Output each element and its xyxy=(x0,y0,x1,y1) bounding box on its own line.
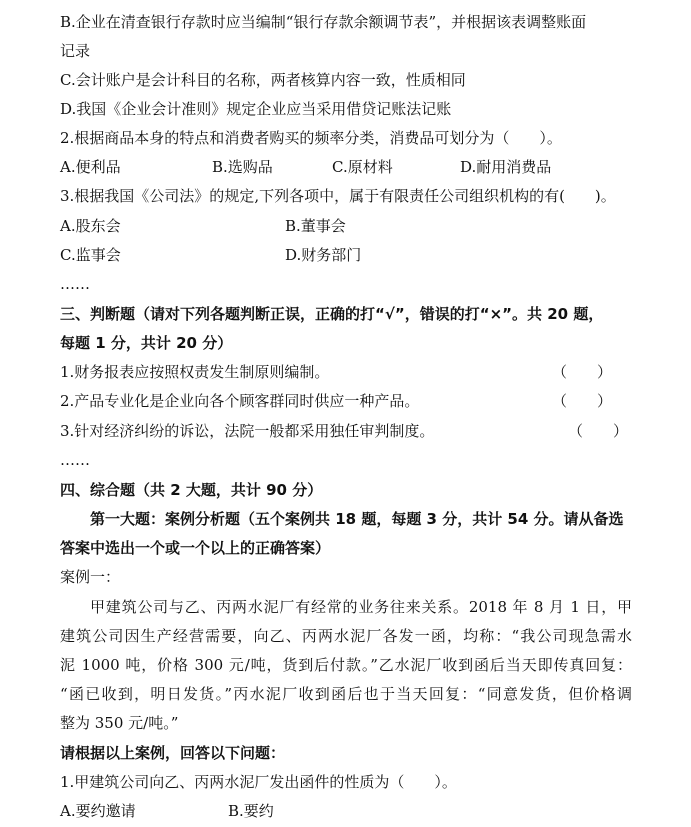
q1-option-b-line2: 记录 xyxy=(60,42,91,60)
q3-option-c: C.监事会 xyxy=(60,246,121,264)
tf-answer-blank-3: （ ） xyxy=(568,422,629,440)
q1-option-d: D.我国《企业会计准则》规定企业应当采用借贷记账法记账 xyxy=(60,100,452,118)
q2-option-a: A.便利品 xyxy=(60,158,121,176)
case-paragraph-line: “函已收到，明日发货。”丙水泥厂收到函后也于当天回复：“同意发货，但价格调 xyxy=(60,685,632,703)
case-paragraph-line: 建筑公司因生产经营需要，向乙、丙两水泥厂各发一函，均称：“我公司现急需水 xyxy=(60,627,632,645)
case-q1-stem: 1.甲建筑公司向乙、丙两水泥厂发出函件的性质为（ ）。 xyxy=(60,773,457,791)
section3-title-line1: 三、判断题（请对下列各题判断正误，正确的打“√”，错误的打“×”。共 20 题， xyxy=(60,305,604,323)
q1-option-c: C.会计账户是会计科目的名称，两者核算内容一致，性质相同 xyxy=(60,71,466,89)
tf-item-2: 2.产品专业化是企业向各个顾客群同时供应一种产品。 xyxy=(60,392,420,410)
q3-option-a: A.股东会 xyxy=(60,217,121,235)
tf-item-1: 1.财务报表应按照权责发生制原则编制。 xyxy=(60,363,330,381)
tf-answer-blank-2: （ ） xyxy=(552,392,613,410)
q3-stem: 3.根据我国《公司法》的规定,下列各项中，属于有限责任公司组织机构的有( )。 xyxy=(60,187,616,205)
case-paragraph-line: 甲建筑公司与乙、丙两水泥厂有经常的业务往来关系。2018 年 8 月 1 日，甲 xyxy=(90,598,632,616)
section4-title: 四、综合题（共 2 大题，共计 90 分） xyxy=(60,481,323,499)
tf-item-3: 3.针对经济纠纷的诉讼，法院一般都采用独任审判制度。 xyxy=(60,422,435,440)
q1-option-b-line1: B.企业在清查银行存款时应当编制“银行存款余额调节表”，并根据该表调整账面 xyxy=(60,13,587,31)
case-q1-option-a: A.要约邀请 xyxy=(60,802,136,820)
q3-option-d: D.财务部门 xyxy=(285,246,362,264)
q2-option-d: D.耐用消费品 xyxy=(460,158,552,176)
case-label: 案例一： xyxy=(60,568,121,586)
part1-title-line1: 第一大题：案例分析题（五个案例共 18 题，每题 3 分，共计 54 分。请从备选 xyxy=(90,510,624,528)
case-prompt: 请根据以上案例，回答以下问题： xyxy=(60,744,286,762)
q2-option-c: C.原材料 xyxy=(332,158,393,176)
case-paragraph-line: 整为 350 元/吨。” xyxy=(60,714,179,732)
case-paragraph-line: 泥 1000 吨，价格 300 元/吨，货到后付款。”乙水泥厂收到函后当天即传真回复： xyxy=(60,656,632,674)
section3-title-line2: 每题 1 分，共计 20 分） xyxy=(60,334,233,352)
q2-stem: 2.根据商品本身的特点和消费者购买的频率分类，消费品可划分为（ ）。 xyxy=(60,129,562,147)
ellipsis: …… xyxy=(60,275,90,293)
part1-title-line2: 答案中选出一个或一个以上的正确答案） xyxy=(60,539,331,557)
tf-answer-blank-1: （ ） xyxy=(552,363,613,381)
case-q1-option-b: B.要约 xyxy=(228,802,274,820)
q3-option-b: B.董事会 xyxy=(285,217,346,235)
q2-option-b: B.选购品 xyxy=(212,158,273,176)
ellipsis: …… xyxy=(60,451,90,469)
